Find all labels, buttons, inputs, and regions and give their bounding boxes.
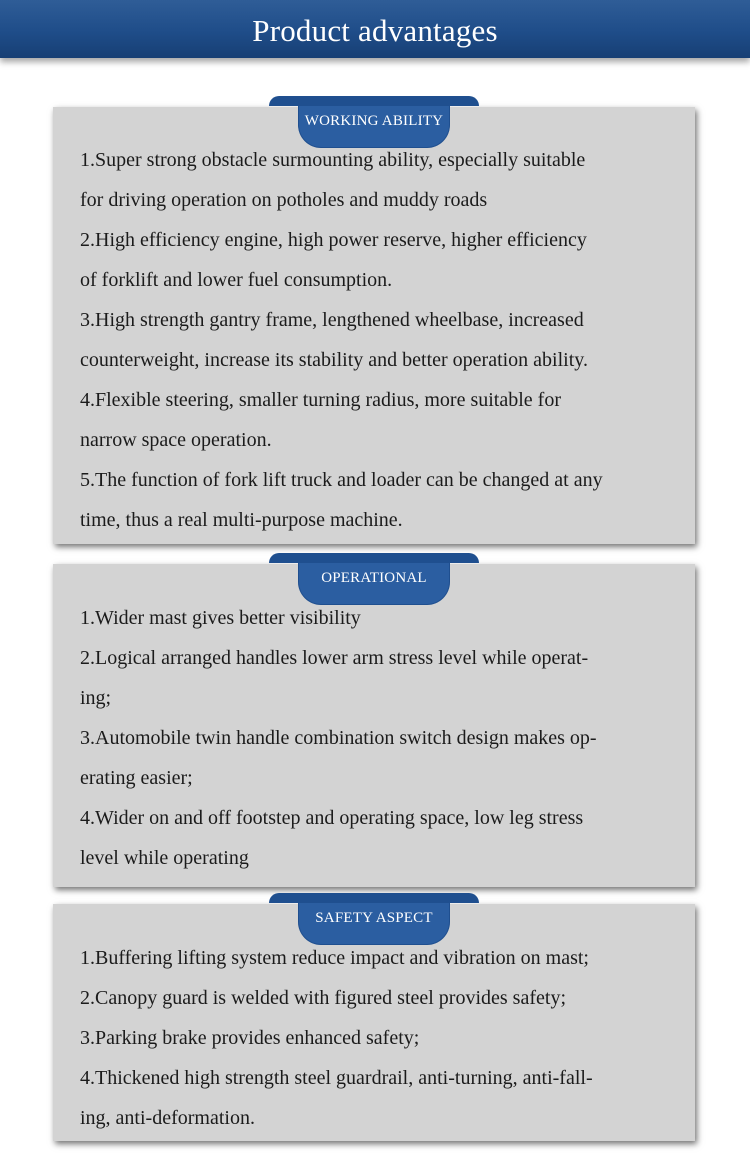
section-body [80,938,677,1138]
text-line: 1.Buffering lifting system reduce impact and vibration on mast; [80,947,589,969]
text-line: level while operating [80,847,249,869]
text-line: 2.Logical arranged handles lower arm stress level while operat- [80,647,589,669]
text-line: 2.Canopy guard is welded with figured steel provides safety; [80,987,566,1009]
text-line: 2.High efficiency engine, high power reserve, higher efficiency [80,229,587,251]
text-line: erating easier; [80,767,193,789]
text-line: 3.Automobile twin handle combination switch design makes op- [80,727,597,749]
text-line: of forklift and lower fuel consumption. [80,269,393,291]
text-line: 1.Super strong obstacle surmounting ability, especially suitable [80,149,586,171]
section-body [80,140,677,540]
text-line: for driving operation on potholes and muddy roads [80,189,488,211]
text-line: 1.Wider mast gives better visibility [80,607,361,629]
text-line: ing, anti-deformation. [80,1107,255,1129]
text-line: time, thus a real multi-purpose machine. [80,509,403,531]
section-operational [53,564,695,887]
header-banner [0,0,750,58]
page-title: Product advantages [252,13,498,48]
text-line: 3.High strength gantry frame, lengthened wheelbase, increased [80,309,584,331]
text-line: 4.Wider on and off footstep and operating space, low leg stress [80,807,584,829]
text-line: narrow space operation. [80,429,272,451]
section-working-ability [53,107,695,544]
text-line: 5.The function of fork lift truck and loader can be changed at any [80,469,603,491]
text-line: 4.Flexible steering, smaller turning radius, more suitable for [80,389,561,411]
section-heading: OPERATIONAL [321,570,427,586]
text-line: ing; [80,687,112,709]
text-line: 3.Parking brake provides enhanced safety; [80,1027,420,1049]
text-line: 4.Thickened high strength steel guardrail, anti-turning, anti-fall- [80,1067,593,1089]
section-body [80,598,677,878]
section-heading: WORKING ABILITY [304,113,444,129]
text-line: counterweight, increase its stability and better operation ability. [80,349,588,371]
section-heading: SAFETY ASPECT [315,910,433,926]
section-safety-aspect [53,904,695,1141]
